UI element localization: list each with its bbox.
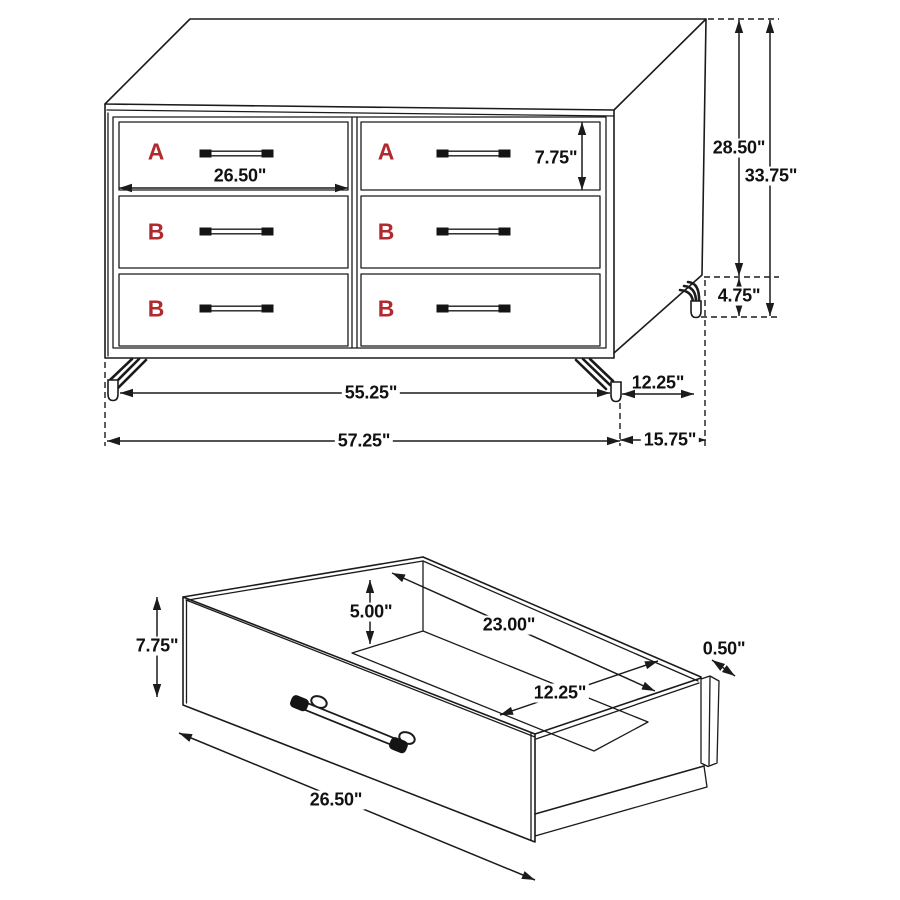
drawer-letter-b1: B xyxy=(147,218,165,245)
drawer-letter-a1: A xyxy=(147,138,165,165)
handle-b2-left xyxy=(200,305,273,312)
drawer-left-rim xyxy=(183,557,423,597)
dim-label-between-legs-depth: 12.25" xyxy=(631,372,685,393)
dim-label-overall-height: 33.75" xyxy=(742,167,800,186)
handle-b1-left xyxy=(200,228,273,235)
front-left-leg xyxy=(108,359,146,401)
handle-a-right xyxy=(437,150,510,157)
drawer-back-rim xyxy=(423,557,701,677)
drawer-letter-b4: B xyxy=(377,295,395,322)
dim-label-drawer-height: 7.75" xyxy=(534,147,578,168)
dim-label-overall-depth: 15.75" xyxy=(641,431,699,450)
drawer-right-wall-bottom xyxy=(535,766,704,814)
dim-label-inner-depth: 12.25" xyxy=(531,684,589,703)
drawer-bottom-band xyxy=(535,766,707,836)
drawer-letter-b3: B xyxy=(147,295,165,322)
dim-label-leg-height: 4.75" xyxy=(715,287,764,306)
drawer-handle xyxy=(289,694,416,754)
dim-label-drawer-width: 26.50" xyxy=(213,165,267,186)
back-right-leg xyxy=(680,282,701,318)
drawer-end-cap xyxy=(701,676,719,767)
front-right-leg xyxy=(576,359,621,402)
dresser-legs xyxy=(108,282,701,402)
dim-label-inner-height: 5.00" xyxy=(347,603,396,622)
drawer-figure xyxy=(157,557,735,880)
dim-label-overall-width: 57.25" xyxy=(335,432,393,451)
dim-label-between-legs-width: 55.25" xyxy=(342,384,400,403)
dresser-top-edge-band xyxy=(107,110,614,116)
handle-b1-right xyxy=(437,228,510,235)
dim-label-inner-width: 23.00" xyxy=(480,616,538,635)
dim-label-panel-thickness: 0.50" xyxy=(702,638,746,659)
drawer-letter-b2: B xyxy=(377,218,395,245)
handle-a-left xyxy=(200,150,273,157)
dresser-top-face xyxy=(105,19,706,110)
dim-label-front-width: 26.50" xyxy=(307,791,365,810)
dresser-center-divider xyxy=(352,117,357,348)
dim-label-case-height: 28.50" xyxy=(710,139,768,158)
dresser-drawer-fronts xyxy=(119,122,600,346)
dim-line-panel-thickness xyxy=(712,660,735,676)
drawer-dimension-lines xyxy=(157,573,735,880)
drawer-letter-a2: A xyxy=(377,138,395,165)
dim-label-front-height: 7.75" xyxy=(133,637,182,656)
drawer-floor xyxy=(352,631,648,751)
handle-b2-right xyxy=(437,305,510,312)
dresser-front-face xyxy=(105,104,614,358)
dresser-inner-frame xyxy=(113,117,606,348)
